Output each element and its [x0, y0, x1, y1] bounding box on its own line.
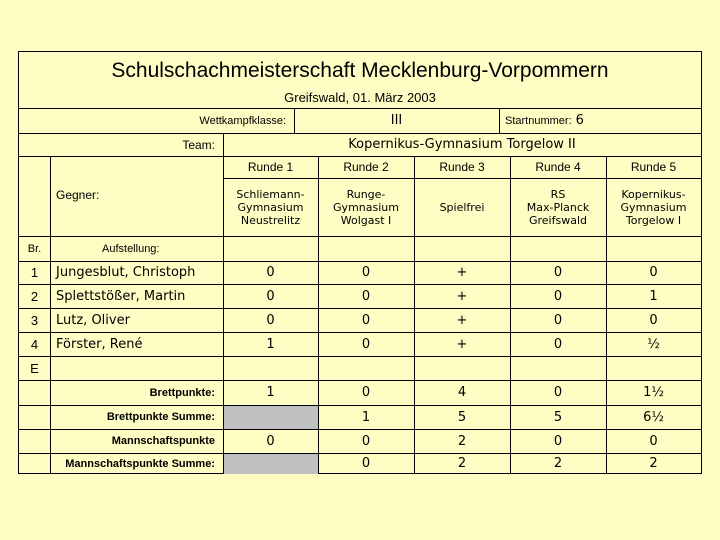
gegner-label: Gegner:: [56, 188, 100, 202]
round-header: Runde 3: [439, 160, 485, 174]
summary-value: 0: [361, 385, 371, 400]
wettkampfklasse-label: Wettkampfklasse:: [199, 114, 286, 127]
summary-value: 1½: [643, 385, 664, 400]
game-result: +: [456, 288, 468, 304]
summary-value: 1: [266, 385, 275, 400]
summary-value: 0: [266, 433, 275, 449]
opponent-name-line: Torgelow I: [625, 213, 682, 227]
opponent-name: [510, 178, 606, 236]
team-value: Kopernikus-Gymnasium Torgelow II: [348, 137, 576, 152]
game-result: 0: [361, 312, 371, 328]
summary-value: 4: [457, 385, 467, 400]
game-result: 0: [649, 265, 658, 280]
player-name: Lutz, Oliver: [56, 312, 130, 328]
game-result: 0: [553, 336, 563, 352]
summary-value: 5: [553, 409, 563, 425]
opponent-name: [414, 178, 510, 236]
game-result: ½: [647, 336, 660, 352]
startnummer-label: [499, 108, 701, 133]
score-sheet: [18, 51, 702, 474]
summary-value: 1: [361, 409, 371, 425]
opponent-name-line: Gymnasium: [237, 200, 304, 214]
opponent-name-line: RS: [550, 187, 566, 201]
player-name: Jungesblut, Christoph: [56, 265, 196, 280]
summary-value: 2: [457, 456, 467, 471]
game-result: 0: [266, 312, 275, 328]
game-result: 0: [361, 265, 371, 280]
round-header: Runde 5: [630, 160, 677, 174]
game-result: 0: [266, 265, 275, 280]
game-result: 0: [553, 265, 563, 280]
round-header: Runde 2: [343, 160, 389, 174]
game-result: 0: [553, 312, 563, 328]
summary-value: 0: [553, 385, 563, 400]
page-title: Schulschachmeisterschaft Mecklenburg-Vorpommern: [111, 59, 609, 82]
aufstellung-label: Aufstellung:: [102, 242, 160, 255]
opponent-name-line: Wolgast I: [340, 213, 392, 227]
board-number: 3: [30, 312, 39, 328]
wettkampfklasse-value: III: [390, 113, 403, 128]
game-result: 0: [553, 288, 563, 304]
board-number: 4: [30, 336, 39, 352]
startnummer-label-text: Startnummer:: [505, 114, 572, 127]
br-label: Br.: [27, 242, 42, 255]
event-date-location: Greifswald, 01. März 2003: [284, 90, 436, 105]
team-label: Team:: [182, 137, 215, 152]
summary-value: 6½: [643, 409, 664, 425]
summary-label: Mannschaftspunkte: [111, 435, 215, 447]
game-result: 0: [649, 312, 658, 328]
game-result: +: [456, 336, 468, 352]
game-result: 0: [266, 288, 275, 304]
opponent-name: [223, 178, 318, 236]
game-result: 0: [361, 288, 371, 304]
opponent-name-line: Runge-: [346, 187, 386, 201]
opponent-name-line: Kopernikus-: [621, 187, 686, 201]
opponent-name-line: Max-Planck: [526, 200, 590, 214]
summary-value: 0: [361, 456, 371, 471]
round-header: Runde 4: [535, 160, 581, 174]
summary-value: 2: [457, 433, 467, 449]
summary-value: 0: [649, 433, 658, 449]
summary-value: 2: [649, 456, 658, 471]
grid-line: [19, 356, 701, 357]
summary-value: 0: [361, 433, 371, 449]
opponent-name: [606, 178, 701, 236]
game-result: +: [456, 265, 468, 280]
round-header: Runde 1: [247, 160, 294, 174]
board-number: 2: [30, 288, 39, 304]
summary-value: 5: [457, 409, 467, 425]
summary-value: 2: [553, 456, 563, 471]
summary-value: 0: [553, 433, 563, 449]
game-result: 1: [266, 336, 275, 352]
player-name: Splettstößer, Martin: [56, 288, 186, 304]
opponent-name: [318, 178, 414, 236]
opponent-name-line: Schliemann-: [236, 187, 305, 201]
game-result: 1: [649, 288, 658, 304]
game-result: 0: [361, 336, 371, 352]
summary-label: Brettpunkte:: [149, 386, 215, 399]
summary-value-blank: [224, 406, 318, 429]
summary-label: Brettpunkte Summe:: [106, 411, 215, 423]
opponent-name-line: Spielfrei: [439, 200, 485, 214]
summary-value-blank: [224, 454, 318, 474]
opponent-name-line: Neustrelitz: [240, 213, 301, 227]
startnummer-value: 6: [575, 113, 584, 128]
opponent-name-line: Greifswald: [528, 213, 587, 227]
e-label: E: [30, 360, 39, 376]
opponent-name-line: Gymnasium: [333, 200, 399, 214]
opponent-name-line: Gymnasium: [620, 200, 687, 214]
game-result: +: [456, 312, 468, 328]
board-number: 1: [30, 265, 39, 280]
player-name: Förster, René: [56, 336, 143, 352]
summary-label: Mannschaftspunkte Summe:: [65, 457, 215, 470]
